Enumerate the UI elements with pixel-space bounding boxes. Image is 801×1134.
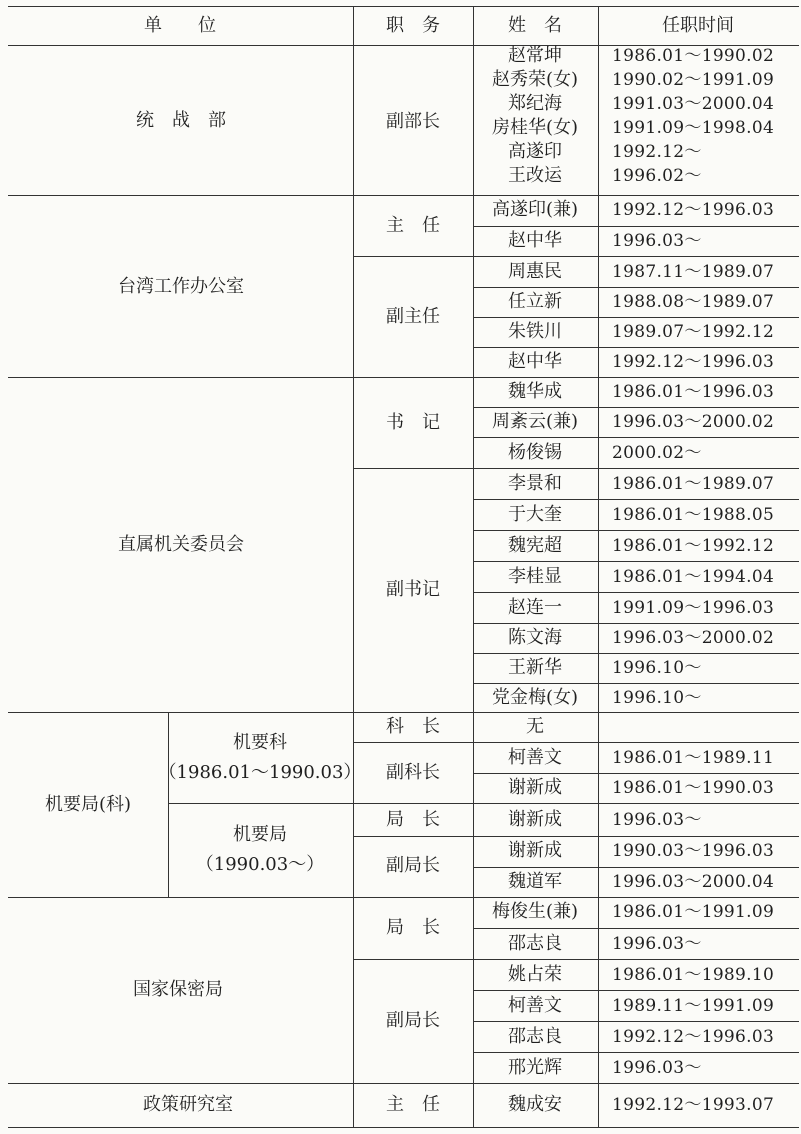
term-period: 1996.03～2000.04 (612, 872, 775, 892)
table-rule (8, 195, 799, 196)
person-name: 赵常坤 (508, 45, 562, 66)
person-name: 谢新成 (508, 840, 562, 861)
post-label: 局 长 (386, 809, 440, 830)
table-rule (8, 897, 799, 898)
term-period: 1992.12～1996.03 (612, 200, 775, 220)
table-rule (8, 377, 799, 378)
table-rule (8, 712, 799, 713)
person-name: 李景和 (508, 473, 562, 494)
table-rule (168, 712, 169, 897)
table-rule (353, 836, 799, 837)
person-name: 赵秀荣(女) (491, 69, 579, 90)
term-period: 1988.08～1989.07 (612, 292, 775, 312)
person-name: 高遂印 (508, 141, 562, 162)
person-name: 柯善文 (508, 995, 562, 1016)
table-rule (473, 867, 799, 868)
term-period: 1986.01～1989.10 (612, 965, 775, 985)
person-name: 赵中华 (508, 351, 562, 372)
term-period: 1986.01～1989.07 (612, 474, 775, 494)
table-rule (473, 928, 799, 929)
person-name: 周惠民 (508, 261, 562, 282)
table-rule (8, 6, 799, 7)
term-period: 1989.07～1992.12 (612, 322, 775, 342)
header-term: 任职时间 (662, 15, 734, 36)
post-label: 副主任 (386, 306, 440, 327)
table-rule (598, 6, 599, 1127)
person-name: 党金梅(女) (491, 687, 579, 708)
term-period: 1986.01～1990.02 (612, 46, 775, 66)
post-label: 副局长 (386, 1010, 440, 1031)
table-rule (353, 256, 799, 257)
unit-label: 统 战 部 (136, 110, 226, 131)
term-period: 1996.03～ (612, 1058, 702, 1078)
table-rule (473, 773, 799, 774)
table-rule (473, 407, 799, 408)
person-name: 姚占荣 (508, 964, 562, 985)
person-name: 房桂华(女) (491, 117, 579, 138)
person-name: 无 (526, 716, 544, 737)
term-period: 1996.02～ (612, 166, 702, 186)
person-name: 谢新成 (508, 809, 562, 830)
subunit-label: 机要局 (233, 824, 287, 845)
person-name: 杨俊锡 (508, 442, 562, 463)
term-period: 1986.01～1991.09 (612, 902, 775, 922)
table-rule (473, 317, 799, 318)
table-rule (353, 6, 354, 1127)
person-name: 梅俊生(兼) (491, 901, 579, 922)
term-period: 1986.01～1989.11 (612, 748, 775, 768)
term-period: 1986.01～1990.03 (612, 778, 775, 798)
term-period: 1992.12～1996.03 (612, 352, 775, 372)
person-name: 周紊云(兼) (491, 411, 579, 432)
person-name: 赵中华 (508, 230, 562, 251)
table-rule (473, 561, 799, 562)
person-name: 谢新成 (508, 777, 562, 798)
person-name: 邵志良 (508, 933, 562, 954)
term-period: 1991.09～1996.03 (612, 598, 775, 618)
term-period: 1989.11～1991.09 (612, 996, 775, 1016)
post-label: 主 任 (386, 215, 440, 236)
subunit-period: （1990.03～） (195, 854, 325, 875)
post-label: 主 任 (386, 1094, 440, 1115)
person-name: 李桂显 (508, 566, 562, 587)
person-name: 魏道军 (508, 871, 562, 892)
table-rule (473, 623, 799, 624)
person-name: 魏成安 (508, 1094, 562, 1115)
term-period: 1996.03～ (612, 934, 702, 954)
person-name: 邢光辉 (508, 1057, 562, 1078)
unit-label: 政策研究室 (143, 1094, 233, 1115)
post-label: 局 长 (386, 917, 440, 938)
term-period: 2000.02～ (612, 443, 702, 463)
term-period: 1986.01～1988.05 (612, 505, 775, 525)
person-name: 王改运 (508, 165, 562, 186)
post-label: 副书记 (386, 579, 440, 600)
table-rule (353, 742, 799, 743)
term-period: 1996.03～ (612, 231, 702, 251)
term-period: 1992.12～ (612, 142, 702, 162)
unit-label: 国家保密局 (133, 979, 223, 1000)
person-name: 赵连一 (508, 597, 562, 618)
table-rule (473, 499, 799, 500)
person-name: 王新华 (508, 657, 562, 678)
term-period: 1996.10～ (612, 688, 702, 708)
table-rule (473, 347, 799, 348)
person-name: 于大奎 (508, 504, 562, 525)
table-rule (473, 226, 799, 227)
term-period: 1996.03～ (612, 810, 702, 830)
header-unit: 单 位 (144, 15, 216, 36)
person-name: 朱铁川 (508, 321, 562, 342)
table-rule (473, 287, 799, 288)
table-rule (473, 653, 799, 654)
term-period: 1986.01～1992.12 (612, 536, 775, 556)
term-period: 1996.03～2000.02 (612, 412, 775, 432)
person-name: 邵志良 (508, 1026, 562, 1047)
post-label: 副局长 (386, 855, 440, 876)
post-label: 副科长 (386, 762, 440, 783)
table-rule (473, 592, 799, 593)
table-rule (353, 959, 799, 960)
table-rule (473, 990, 799, 991)
term-period: 1992.12～1996.03 (612, 1027, 775, 1047)
post-label: 副部长 (386, 111, 440, 132)
table-rule (168, 803, 799, 804)
person-name: 陈文海 (508, 627, 562, 648)
term-period: 1991.09～1998.04 (612, 118, 775, 138)
term-period: 1987.11～1989.07 (612, 262, 775, 282)
subunit-label: 机要科 (233, 732, 287, 753)
term-period: 1992.12～1993.07 (612, 1095, 775, 1115)
person-name: 任立新 (508, 291, 562, 312)
post-label: 书 记 (386, 412, 440, 433)
term-period: 1991.03～2000.04 (612, 94, 775, 114)
term-period: 1990.02～1991.09 (612, 70, 775, 90)
term-period: 1996.10～ (612, 658, 702, 678)
person-name: 魏宪超 (508, 535, 562, 556)
person-name: 郑纪海 (508, 93, 562, 114)
term-period: 1990.03～1996.03 (612, 841, 775, 861)
unit-label: 直属机关委员会 (118, 534, 244, 555)
table-rule (473, 1021, 799, 1022)
term-period: 1986.01～1994.04 (612, 567, 775, 587)
table-rule (353, 468, 799, 469)
term-period: 1996.03～2000.02 (612, 628, 775, 648)
unit-label: 机要局(科) (44, 794, 132, 815)
person-name: 柯善文 (508, 747, 562, 768)
header-name: 姓 名 (508, 15, 562, 36)
table-rule (473, 683, 799, 684)
table-rule (473, 6, 474, 1127)
table-rule (473, 437, 799, 438)
header-post: 职 务 (386, 15, 440, 36)
post-label: 科 长 (386, 716, 440, 737)
person-name: 魏华成 (508, 381, 562, 402)
unit-label: 台湾工作办公室 (118, 276, 244, 297)
subunit-period: （1986.01～1990.03） (158, 762, 362, 783)
term-period: 1986.01～1996.03 (612, 382, 775, 402)
table-rule (473, 1052, 799, 1053)
person-name: 高遂印(兼) (491, 199, 579, 220)
table-rule (8, 1127, 799, 1128)
table-rule (8, 1083, 799, 1084)
table-rule (473, 530, 799, 531)
